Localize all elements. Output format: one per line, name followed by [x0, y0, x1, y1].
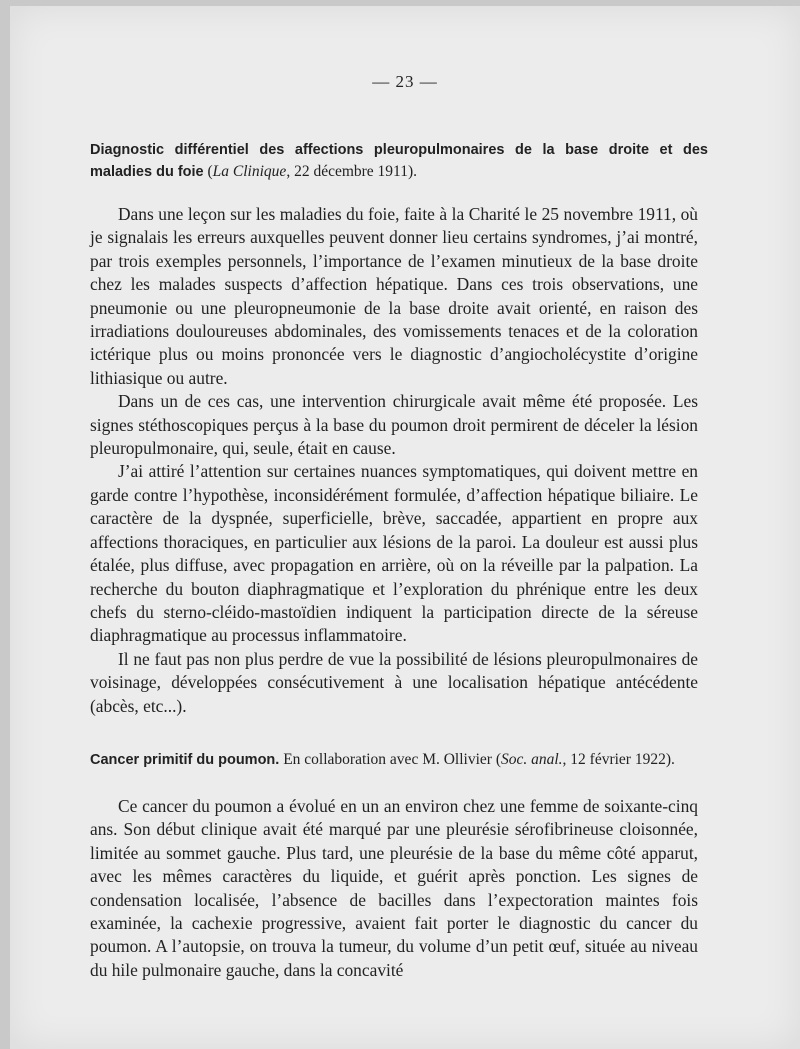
section-title-bold: Cancer primitif du poumon. [90, 752, 280, 768]
section-title-open: ( [203, 163, 213, 180]
paragraph: Dans un de ces cas, une intervention chirurgicale avait même été proposée. Les signes stéthoscopiques perçus à la base du poumon droit permirent de déceler la lésion pleuropulmonaire, qui, seule, était en cause. [90, 391, 698, 459]
journal-name: La Clinique [212, 163, 287, 180]
paragraph: Ce cancer du poumon a évolué en un an environ chez une femme de soixante-cinq ans. Son début clinique avait été marqué par une pleurésie sérofibrineuse cloisonnée, limitée au sommet gauche. Plus tard, une pleurésie de la base du même côté apparut, avec les mêmes caractères du liquide, et guérit après ponction. Les signes de condensation localisée, l’absence de bacilles dans l’expectoration maintes fois examinée, la cachexie progressive, avaient fait porter le diagnostic du cancer du poumon. A l’autopsie, on trouva la tumeur, du volume d’un petit œuf, située au niveau du hile pulmonaire gauche, dans la concavité [90, 796, 698, 980]
section-title-cancer [90, 749, 708, 771]
page-number: — 23 — [372, 72, 438, 91]
section-title-rest: En collaboration avec M. Ollivier ( [279, 751, 501, 768]
document-page [10, 6, 800, 1049]
section-title-end: , 12 février 1922). [562, 751, 675, 768]
section-title-rest: , 22 décembre 1911). [286, 163, 418, 180]
paragraph: Il ne faut pas non plus perdre de vue la possibilité de lésions pleuropulmonaires de voisinage, développées consécutivement à une localisation hépatique antécédente (abcès, etc...). [90, 648, 698, 716]
paragraph: J’ai attiré l’attention sur certaines nuances symptomatiques, qui doivent mettre en garde contre l’hypothèse, inconsidérément formulée, d’affection hépatique biliaire. Le caractère de la dyspnée, superficielle, brève, saccadée, appartient en propre aux affections thoraciques, en particulier aux lésions de la paroi. La douleur est aussi plus étalée, plus diffuse, avec propagation en arrière, où on la réveille par la palpation. La recherche du bouton diaphragmatique et l’exploration du phrénique entre les deux chefs du sterno-cléido-mastoïdien indiquent la participation directe de la séreuse diaphragmatique au processus inflammatoire. [90, 461, 698, 646]
section-title-diagnostic [90, 139, 708, 183]
journal-name: Soc. anal. [500, 751, 563, 768]
section-body-diagnostic [90, 203, 698, 718]
paragraph: Dans une leçon sur les maladies du foie, faite à la Charité le 25 novembre 1911, où je signalais les erreurs auxquelles peuvent donner lieu certains syndromes, j’ai montré, par trois exemples personnels, l’importance de l’examen minutieux de la base droite chez les malades suspects d’affection hépatique. Dans ces trois observations, une pneumonie ou une pleuropneumonie de la base droite avait orienté, en raison des irradiations douloureuses abdominales, des vomissements tenaces et de la coloration ictérique plus ou moins prononcée vers le diagnostic d’angiocholécystite d’origine lithiasique ou autre. [90, 204, 698, 388]
section-body-cancer [90, 795, 698, 982]
section-title-bold: Diagnostic différentiel des affections pleuropulmonaires de la base droite et des maladies du foie [90, 142, 708, 180]
